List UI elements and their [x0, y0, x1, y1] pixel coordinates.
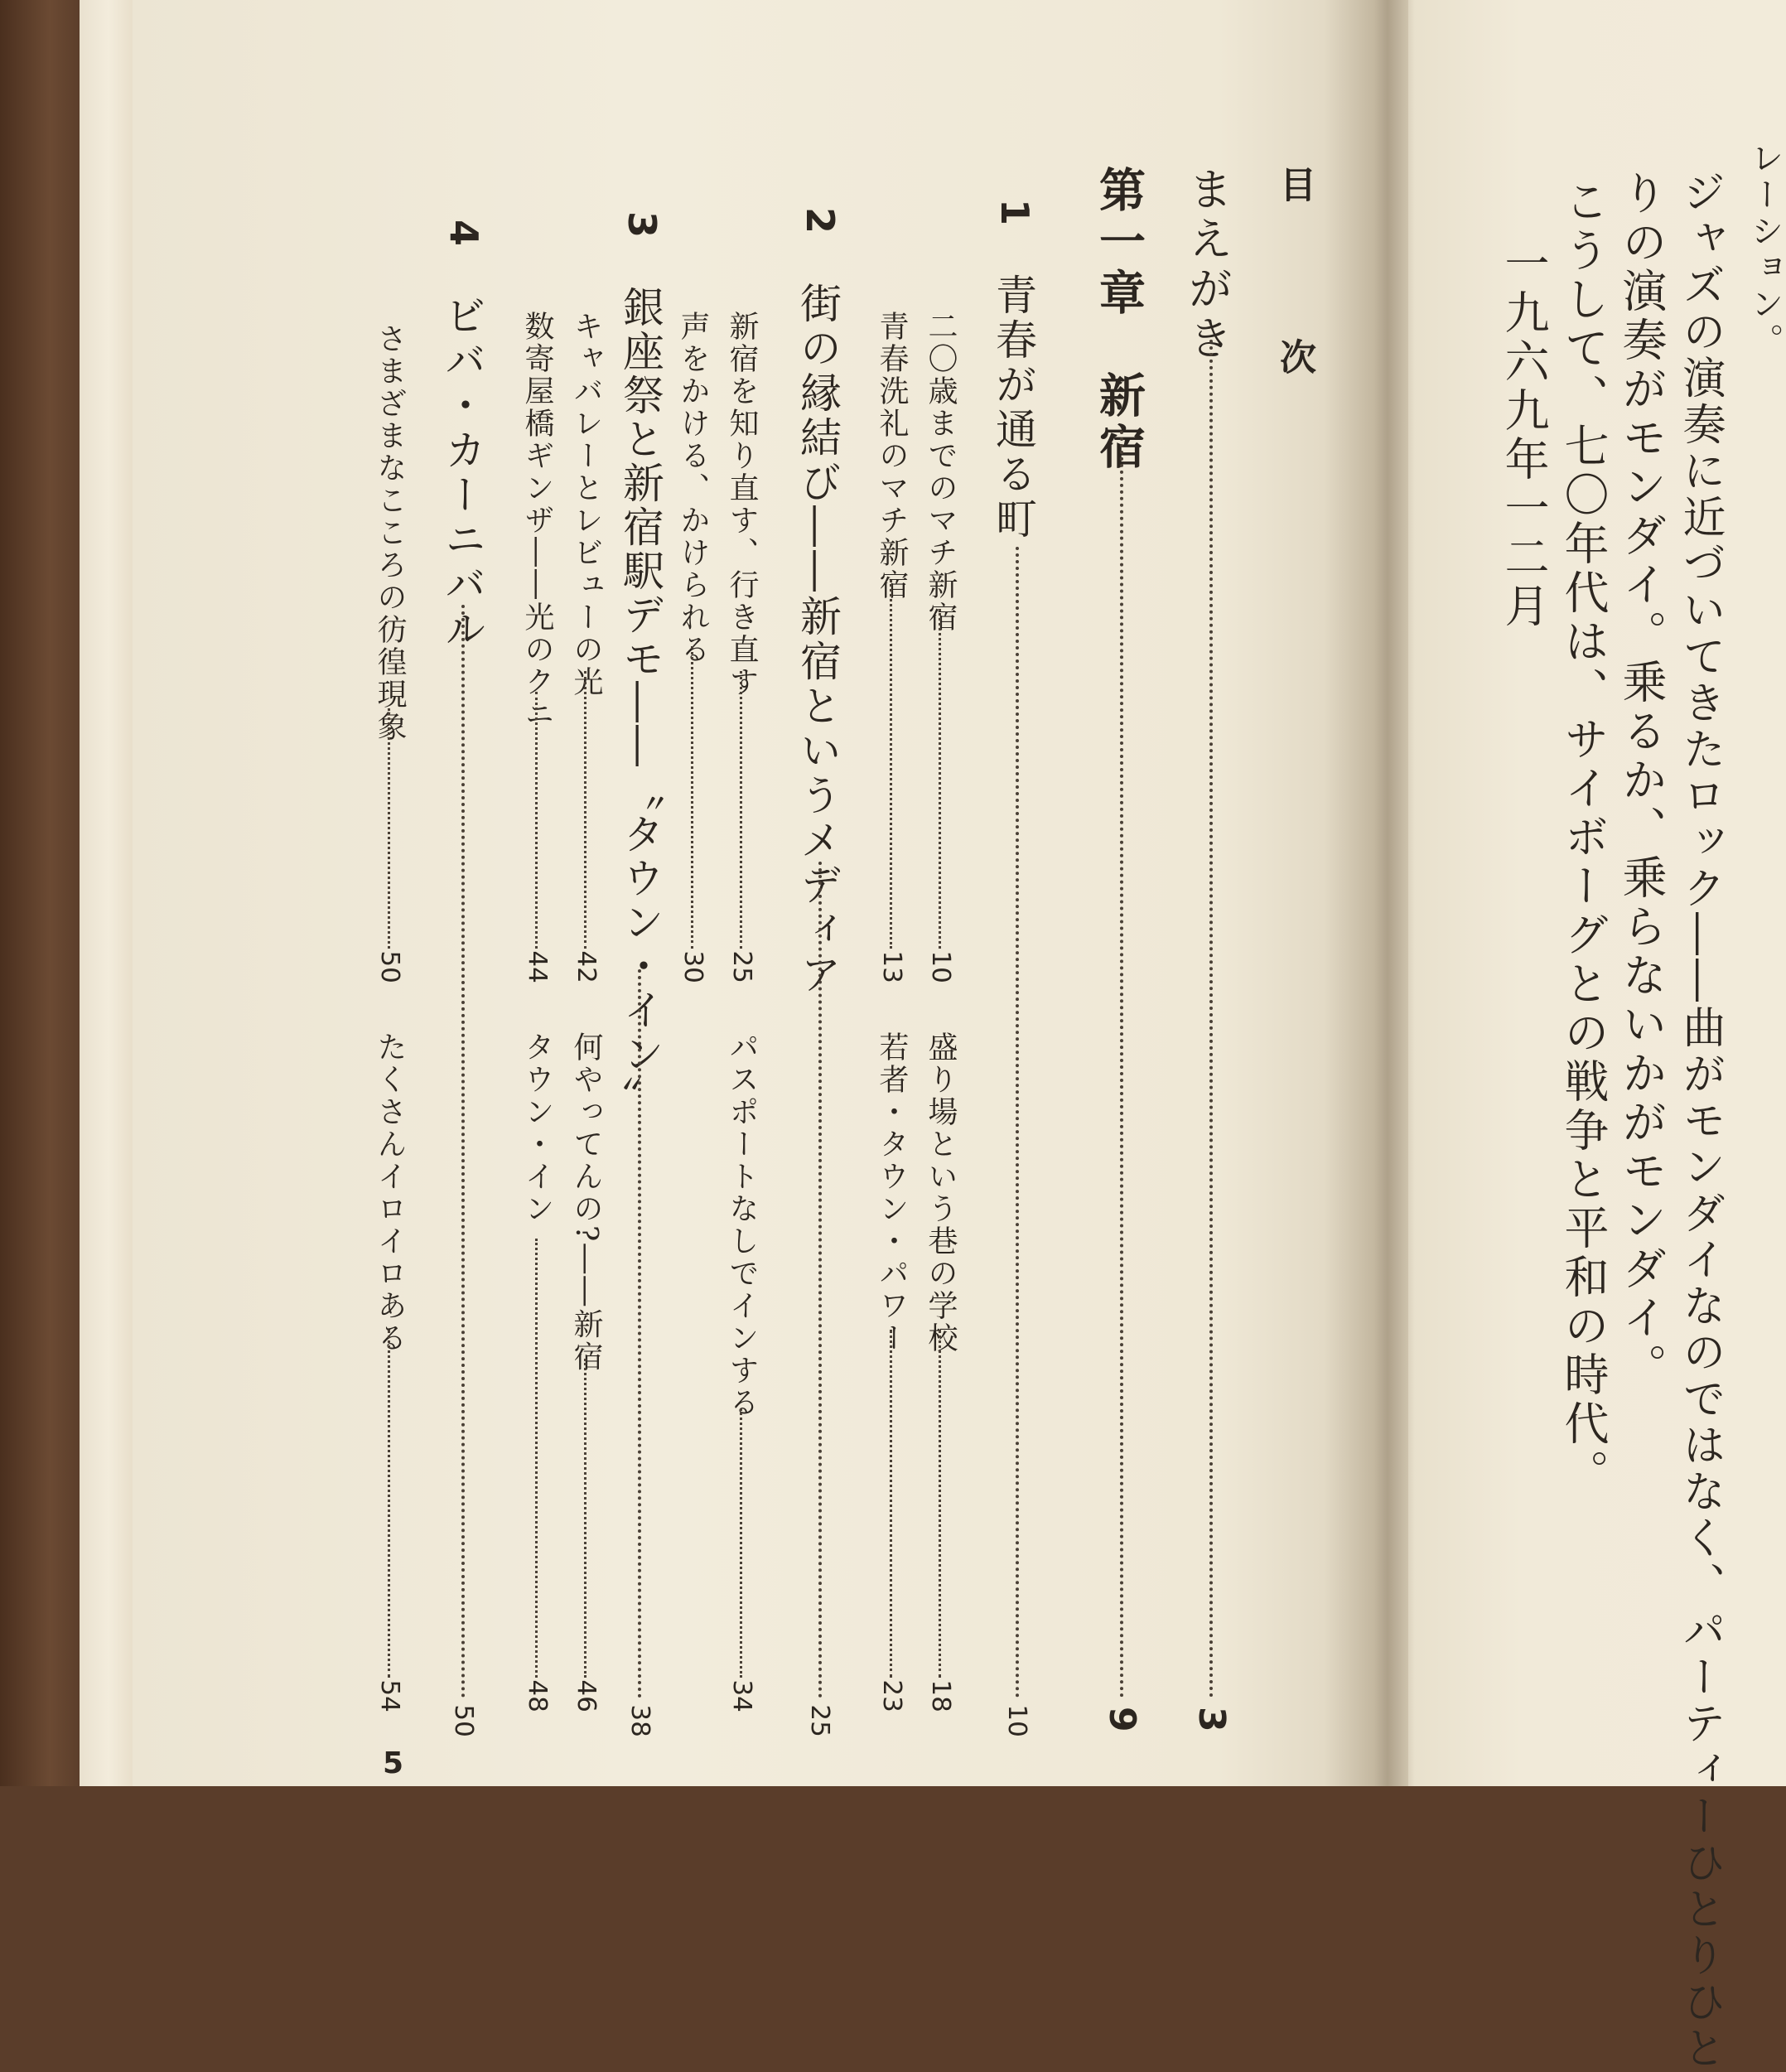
toc-item: タウン・イン — [520, 1031, 554, 1225]
section-3-number: 3 — [620, 211, 664, 239]
section-1-title: 青春が通る町 — [989, 273, 1037, 542]
section-4-leader — [461, 605, 465, 1698]
toc-heading: 目 次 — [1273, 166, 1315, 424]
section-4-number: 4 — [442, 220, 486, 247]
toc-item: 声をかける、かけられる — [676, 311, 710, 666]
toc-item: 盛り場という巷の学校 — [924, 1031, 958, 1355]
prev-line-4: こうして、七〇年代は、サイボーグとの戦争と平和の時代。 — [1557, 178, 1610, 1498]
toc-item-leader — [740, 1408, 742, 1678]
toc-item-page: 23 — [877, 1679, 906, 1712]
toc-item: 新宿を知り直す、行き直す — [725, 311, 759, 698]
toc-item-leader — [939, 609, 941, 949]
chapter-1-title: 第一章 新宿 — [1092, 166, 1146, 474]
toc-item-leader — [691, 646, 693, 949]
toc-item-page: 46 — [572, 1679, 601, 1712]
toc-item-leader — [740, 671, 742, 949]
section-2-number: 2 — [798, 207, 842, 234]
chapter-1-leader — [1120, 431, 1123, 1698]
toc-item-leader — [388, 708, 390, 949]
toc-item-page: 34 — [727, 1679, 756, 1712]
toc-item-page: 50 — [375, 950, 404, 983]
toc-item-page: 13 — [877, 950, 906, 983]
toc-item: 何やってんの?――新宿 — [569, 1031, 603, 1374]
section-1-leader — [1016, 547, 1019, 1698]
toc-item-leader — [584, 671, 586, 949]
toc-item: 二〇歳までのマチ新宿 — [924, 311, 958, 634]
toc-item-page: 54 — [375, 1679, 404, 1712]
toc-item-page: 42 — [572, 950, 601, 983]
toc-item-page: 48 — [523, 1679, 552, 1712]
section-2-leader — [818, 862, 822, 1698]
toc-item-leader — [388, 1330, 390, 1678]
prev-line-1: レーション。 — [1745, 141, 1784, 360]
book-cover-edge — [80, 0, 138, 1786]
section-2-title: 街の縁結び――新宿というメディア — [794, 282, 842, 997]
toc-item-leader — [890, 580, 892, 949]
maegaki-page: 3 — [1190, 1707, 1233, 1732]
toc-item-page: 18 — [926, 1679, 955, 1712]
section-3-title: 銀座祭と新宿駅デモ――〝タウン・イン〟 — [616, 286, 664, 1120]
toc-item: 青春洗礼のマチ新宿 — [875, 311, 909, 601]
section-3-page: 38 — [625, 1704, 654, 1737]
table-surface — [0, 0, 83, 1786]
toc-item-leader — [535, 692, 538, 949]
toc-item-page: 10 — [926, 950, 955, 983]
toc-item: さまざまなこころの彷徨現象 — [373, 323, 407, 743]
maegaki-label: まえがき — [1181, 166, 1233, 365]
section-4-page: 50 — [449, 1704, 478, 1737]
book-gutter — [1324, 0, 1415, 1786]
toc-item: キャバレーとレビューの光 — [569, 311, 603, 698]
toc-item: パスポートなしでインする — [725, 1031, 759, 1419]
maegaki-leader — [1209, 340, 1213, 1698]
section-3-leader — [638, 969, 641, 1698]
prev-line-2: ジャズの演奏に近づいてきたロック――曲がモンダイなのではなく、パーティーひとりひと — [1675, 170, 1725, 2072]
page-number: 5 — [383, 1746, 404, 1780]
toc-item: 数寄屋橋ギンザ――光のクニ — [520, 311, 554, 731]
toc-item-leader — [584, 1359, 586, 1678]
toc-item-page: 44 — [523, 950, 552, 983]
toc-item-leader — [939, 1330, 941, 1678]
toc-item-leader — [890, 1330, 892, 1678]
section-1-page: 10 — [1002, 1704, 1031, 1737]
toc-item-leader — [535, 1239, 538, 1678]
toc-item-page: 25 — [727, 950, 756, 983]
prev-line-3: りの演奏がモンダイ。乗るか、乗らないかがモンダイ。 — [1615, 170, 1668, 1392]
section-2-page: 25 — [805, 1704, 834, 1737]
chapter-1-page: 9 — [1101, 1707, 1143, 1732]
toc-item: 若者・タウン・パワー — [875, 1031, 909, 1355]
toc-item-page: 30 — [678, 950, 707, 983]
section-4-title: ビバ・カーニバル — [438, 294, 486, 652]
date-line: 一九六九年一二月 — [1498, 240, 1550, 631]
toc-item: たくさんイロイロある — [373, 1031, 407, 1355]
section-1-number: 1 — [992, 199, 1037, 226]
